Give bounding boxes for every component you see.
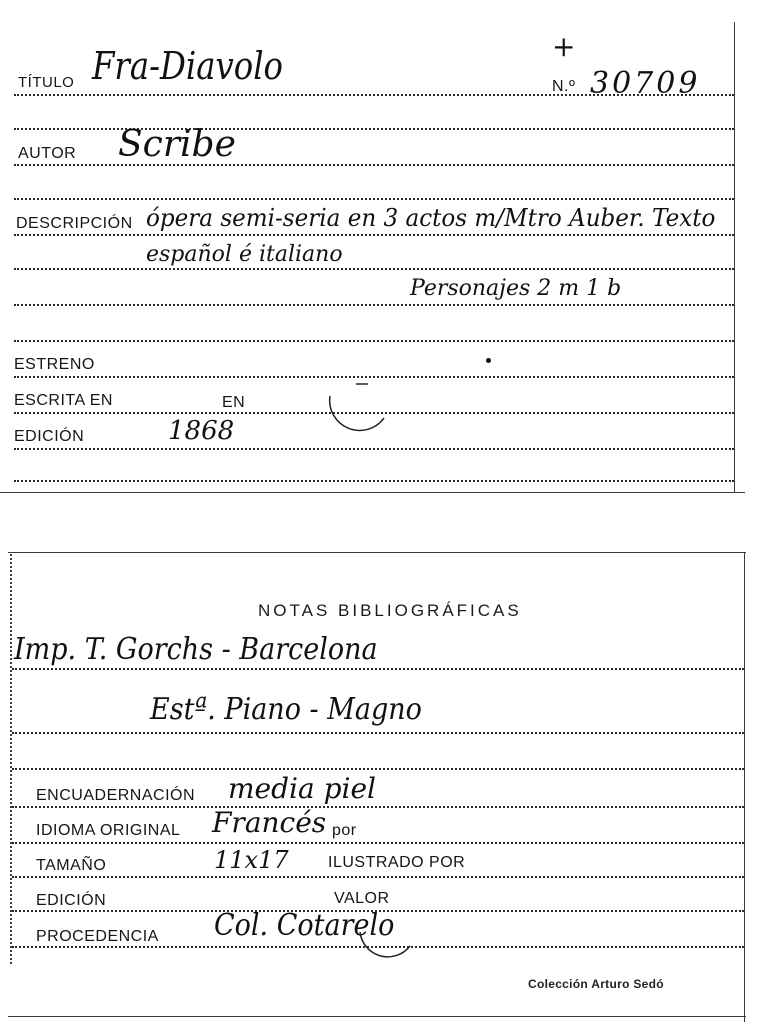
rule-encuadernacion <box>12 806 744 808</box>
idioma-value: Francés <box>212 806 327 839</box>
titulo-value: Fra-Diavolo <box>92 44 283 88</box>
catalog-card-top <box>0 0 759 495</box>
encuadernacion-label: ENCUADERNACIÓN <box>36 787 196 804</box>
card-bottom-right-border <box>744 552 745 1022</box>
descripcion-line1: ópera semi-seria en 3 actos m/Mtro Auber. Texto <box>146 204 716 232</box>
catalog-card-bottom <box>0 540 759 1028</box>
rule-2 <box>14 198 734 200</box>
procedencia-label: PROCEDENCIA <box>36 928 159 945</box>
cross-mark: + <box>552 30 576 63</box>
tamano-value: 11x17 <box>214 846 289 874</box>
card-bottom-left-border <box>10 554 12 964</box>
descripcion-label: DESCRIPCIÓN <box>16 215 133 232</box>
ilustrado-label: ILUSTRADO POR <box>328 854 466 871</box>
note-line-1: Imp. T. Gorchs - Barcelona <box>14 632 378 667</box>
valor-label: VALOR <box>334 890 390 907</box>
procedencia-value: Col. Cotarelo <box>214 908 395 943</box>
rule-autor <box>14 164 734 166</box>
descripcion-line3: Personajes 2 m 1 b <box>410 276 622 301</box>
descripcion-line2: español é italiano <box>146 242 343 267</box>
estreno-label: ESTRENO <box>14 356 95 373</box>
card-top-bottom-border <box>0 492 745 493</box>
encuadernacion-value: media piel <box>228 772 376 805</box>
numero-value: 30709 <box>590 66 701 101</box>
rule-descripcion-1 <box>14 234 734 236</box>
rule-titulo <box>14 94 734 96</box>
numero-label: N.º <box>552 78 576 95</box>
ink-dot <box>486 358 491 363</box>
rule-notes-3 <box>12 768 744 770</box>
titulo-label: TÍTULO <box>18 74 75 91</box>
rule-notes-2 <box>12 732 744 734</box>
autor-label: AUTOR <box>18 145 77 162</box>
en-label: EN <box>222 394 246 411</box>
autor-value: Scribe <box>118 124 236 165</box>
rule-4 <box>14 480 734 482</box>
edicion-bottom-label: EDICIÓN <box>36 892 107 909</box>
card-top-right-border <box>734 22 735 492</box>
rule-idioma <box>12 842 744 844</box>
rule-tamano <box>12 876 744 878</box>
rule-3 <box>14 340 734 342</box>
tamano-label: TAMAÑO <box>36 857 107 874</box>
por-label: por <box>332 822 357 839</box>
edicion-label: EDICIÓN <box>14 428 85 445</box>
idioma-label: IDIOMA ORIGINAL <box>36 822 181 839</box>
notas-heading: NOTAS BIBLIOGRÁFICAS <box>258 601 522 620</box>
punch-hole-bottom <box>352 918 422 978</box>
card-bottom-bottom-border <box>8 1016 746 1017</box>
rule-edicion <box>14 448 734 450</box>
escrita-label: ESCRITA EN <box>14 392 113 409</box>
punch-hole <box>320 378 400 448</box>
edicion-value: 1868 <box>168 416 235 446</box>
rule-descripcion-3 <box>14 304 734 306</box>
card-bottom-top-border <box>8 552 746 553</box>
collection-credit: Colección Arturo Sedó <box>528 977 664 991</box>
note-line-2: Estª. Piano - Magno <box>150 692 422 727</box>
rule-notes-1 <box>12 668 744 670</box>
rule-descripcion-2 <box>14 268 734 270</box>
